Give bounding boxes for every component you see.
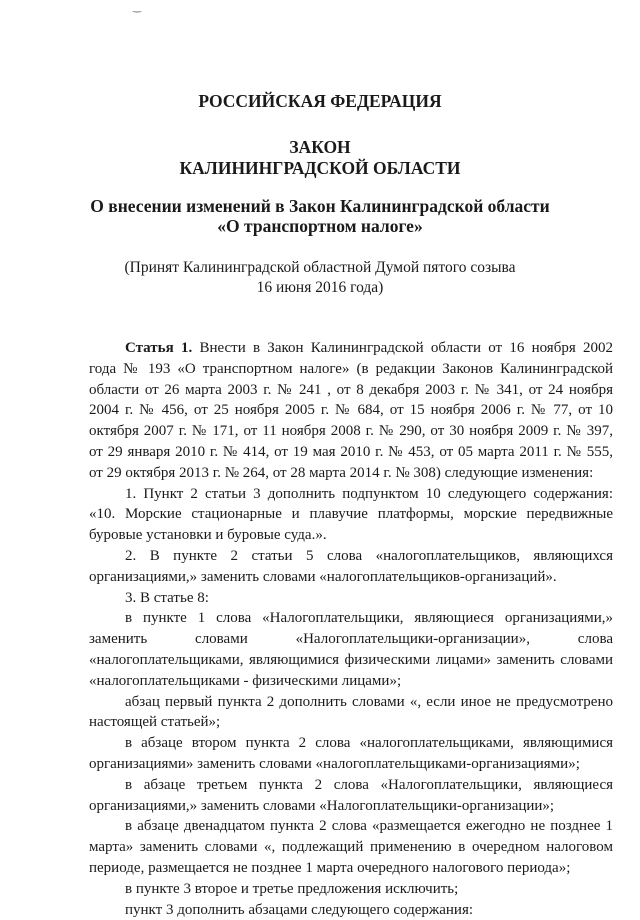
adopted-note-line-2: 16 июня 2016 года) bbox=[256, 279, 384, 296]
article-1-line: года № 193 «О транспортном налоге» (в редакции Законов Калининградской bbox=[89, 360, 613, 377]
article-1-line: организациями,» заменить словами «налогоплательщиков-организаций». bbox=[89, 568, 557, 585]
article-1-line: пункт 3 дополнить абзацами следующего содержания: bbox=[125, 901, 474, 918]
article-1-line: 2004 г. № 456, от 25 ноября 2005 г. № 684, от 15 ноября 2006 г. № 77, от 10 bbox=[89, 402, 613, 419]
article-1-line: от 29 октября 2013 г. № 264, от 28 марта 2014 г. № 308) следующие изменения: bbox=[89, 464, 594, 481]
article-1-line: 2. В пункте 2 статьи 5 слова «налогоплательщиков, являющихся bbox=[125, 547, 613, 564]
article-1-line: в пункте 1 слова «Налогоплательщики, являющиеся организациями,» bbox=[125, 610, 613, 627]
article-1-text bbox=[89, 338, 613, 920]
law-title-line-2: «О транспортном налоге» bbox=[217, 216, 423, 236]
adopted-note-line-1: (Принят Калининградской областной Думой пятого созыва bbox=[124, 259, 516, 276]
article-1-line: буровые установки и буровые суда.». bbox=[89, 527, 327, 544]
scan-mark: ‿ bbox=[133, 2, 142, 13]
article-1-line: периоде, размещается не позднее 1 марта очередного налогового периода»; bbox=[89, 859, 571, 876]
region-heading: КАЛИНИНГРАДСКОЙ ОБЛАСТИ bbox=[179, 158, 461, 178]
law-heading: ЗАКОН bbox=[289, 137, 351, 157]
article-1-line: марта» заменить словами «, подлежащий применению в очередном налоговом bbox=[89, 839, 613, 856]
article-1-first-rest: Внести в Закон Калининградской области от 16 ноября 2002 bbox=[192, 340, 613, 356]
article-1-line: настоящей статьей»; bbox=[89, 714, 221, 731]
article-1-line: области от 26 марта 2003 г. № 241 , от 8 декабря 2003 г. № 341, от 24 ноября bbox=[89, 381, 613, 398]
article-1-line: 1. Пункт 2 статьи 3 дополнить подпунктом 10 следующего содержания: bbox=[125, 485, 613, 502]
law-title-line-1: О внесении изменений в Закон Калининградской области bbox=[90, 196, 550, 216]
article-1-line: от 29 января 2010 г. № 414, от 19 мая 2010 г. № 453, от 05 марта 2011 г. № 555, bbox=[89, 443, 613, 460]
article-1-line: в абзаце втором пункта 2 слова «налогоплательщиками, являющимися bbox=[125, 735, 613, 752]
article-1-lead: Статья 1. bbox=[125, 340, 193, 356]
article-1-line: в абзаце двенадцатом пункта 2 слова «размещается ежегодно не позднее 1 bbox=[125, 818, 613, 835]
article-1-line: октября 2007 г. № 171, от 11 ноября 2008 г. № 290, от 30 ноября 2009 г. № 397, bbox=[89, 423, 613, 440]
article-1-line: абзац первый пункта 2 дополнить словами «, если иное не предусмотрено bbox=[125, 693, 613, 710]
article-1-line: 3. В статье 8: bbox=[125, 589, 209, 606]
article-1-line: организациями» заменить словами «налогоплательщиками-организациями»; bbox=[89, 755, 580, 772]
article-1-line: «10. Морские стационарные и плавучие платформы, морские передвижные bbox=[89, 506, 613, 523]
article-1-line: заменить словами «Налогоплательщики-организации», слова bbox=[89, 631, 613, 648]
article-1-line: «налогоплательщиками - физическими лицами»; bbox=[89, 672, 402, 689]
article-1-line: организациями,» заменить словами «Налогоплательщики-организации»; bbox=[89, 797, 555, 814]
country-heading: РОССИЙСКАЯ ФЕДЕРАЦИЯ bbox=[198, 91, 442, 111]
article-1-line: в пункте 3 второе и третье предложения исключить; bbox=[125, 880, 459, 897]
article-1-line bbox=[89, 338, 613, 359]
article-1-line: в абзаце третьем пункта 2 слова «Налогоплательщики, являющиеся bbox=[125, 776, 613, 793]
article-1-line: «налогоплательщиками, являющимися физическими лицами» заменить словами bbox=[89, 651, 613, 668]
